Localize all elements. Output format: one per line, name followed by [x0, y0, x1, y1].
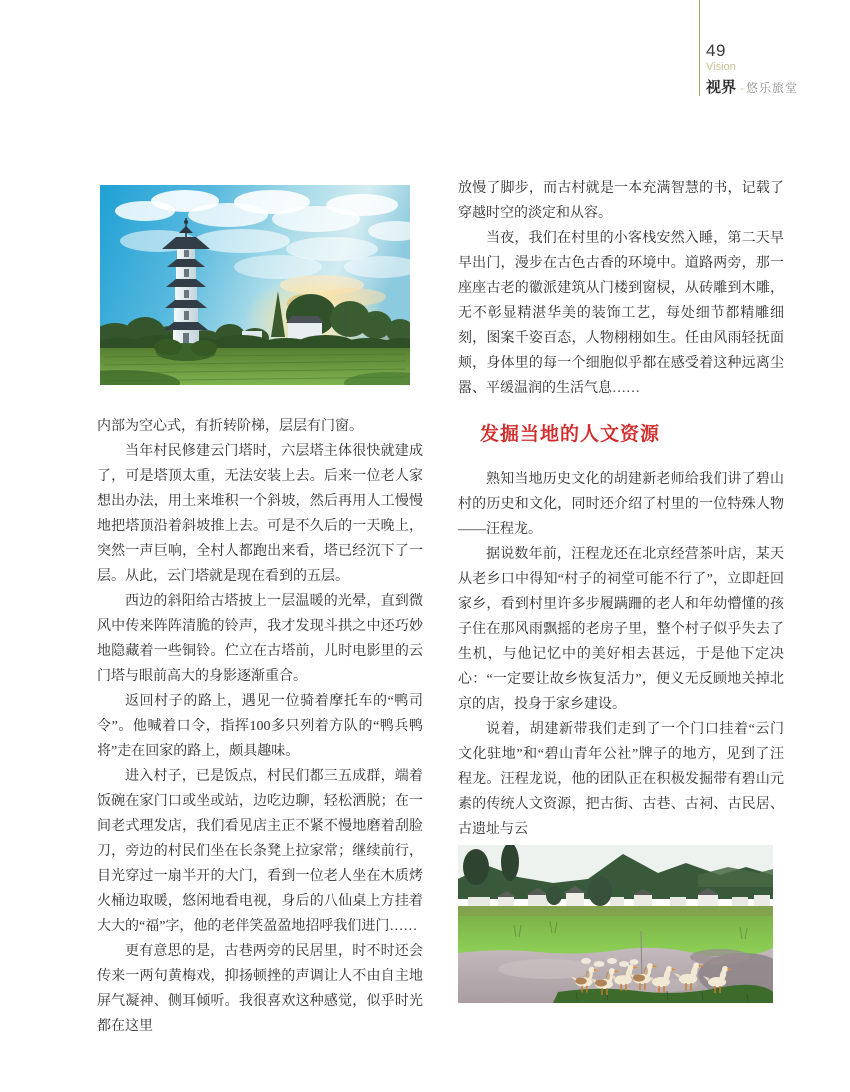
- body-paragraph: 放慢了脚步，而古村就是一本充满智慧的书，记载了穿越时空的淡定和从容。: [458, 181, 784, 221]
- section-heading: 发掘当地的人文资源: [480, 424, 661, 445]
- ducks-photo: [458, 845, 773, 1003]
- section-name-en: Vision: [706, 61, 736, 73]
- body-paragraph: 返回村子的路上，遇见一位骑着摩托车的“鸭司令”。他喊着口令，指挥100多只列着方队的“鸭兵鸭将”走在回家的路上，颇具趣味。: [97, 694, 423, 759]
- page-number: 49: [706, 41, 726, 60]
- section-name-cn: 视界: [706, 79, 737, 96]
- right-column-top: [458, 176, 784, 401]
- body-paragraph: 据说数年前，汪程龙还在北京经营茶叶店，某天从老乡口中得知“村子的祠堂可能不行了”，立即赶回家乡，看到村里许多步履蹒跚的老人和年幼懵懂的孩子住在那风雨飘摇的老房子里，整个村子似乎失去了生机，与他记忆中的美好相去甚远，于是他下定决心：“一定要让故乡恢复活力”，便义无反顾地关掉北京的店，投身于家乡建设。: [458, 547, 784, 712]
- section-subtitle: 悠乐旅堂: [746, 81, 799, 95]
- body-paragraph: 熟知当地历史文化的胡建新老师给我们讲了碧山村的历史和文化，同时还介绍了村里的一位特殊人物——汪程龙。: [458, 472, 784, 537]
- section-title-row: [706, 76, 798, 97]
- header-vertical-rule: [699, 0, 700, 96]
- body-paragraph: 当年村民修建云门塔时，六层塔主体很快就建成了，可是塔顶太重，无法安装上去。后来一位老人家想出办法，用土来堆积一个斜坡，然后再用人工慢慢地把塔顶沿着斜坡推上去。可是不久后的一天晚上，突然一声巨响，全村人都跑出来看，塔已经沉下了一层。从此，云门塔就是现在看到的五层。: [97, 444, 423, 584]
- body-paragraph: 说着，胡建新带我们走到了一个门口挂着“云门文化驻地”和“碧山青年公社”牌子的地方，见到了汪程龙。汪程龙说，他的团队正在积极发掘带有碧山元素的传统人文资源，把古街、古巷、古祠、古民居、古遗址与云: [458, 722, 784, 837]
- body-paragraph: 更有意思的是，古巷两旁的民居里，时不时还会传来一两句黄梅戏，抑扬顿挫的声调让人不由自主地屏气凝神、侧耳倾听。我很喜欢这种感觉，似乎时光都在这里: [97, 944, 423, 1034]
- body-paragraph: 当夜，我们在村里的小客栈安然入睡，第二天早早出门，漫步在古色古香的环境中。道路两旁，那一座座古老的徽派建筑从门楼到窗棂，从砖雕到木雕，无不彰显精湛华美的装饰工艺，每处细节都精雕细刻，图案千姿百态，人物栩栩如生。任由风雨轻抚面颊，身体里的每一个细胞似乎都在感受着这种远离尘嚣、平缓温润的生活气息……: [458, 231, 784, 396]
- pagoda-photo: [100, 185, 410, 385]
- ducks-photo-art: [458, 845, 773, 1003]
- body-paragraph: 进入村子，已是饭点，村民们都三五成群，端着饭碗在家门口或坐或站，边吃边聊，轻松洒脱；在一间老式理发店，我们看见店主正不紧不慢地磨着刮脸刀，旁边的村民们坐在长条凳上拉家常；继续前行，目光穿过一扇半开的大门，看到一位老人坐在木质烤火桶边取暖，悠闲地看电视，身后的八仙桌上方挂着大大的“福”字，他的老伴笑盈盈地招呼我们进门……: [97, 769, 423, 934]
- right-column-bottom: [458, 467, 784, 842]
- body-paragraph: 西边的斜阳给古塔披上一层温暖的光晕，直到微风中传来阵阵清脆的铃声，我才发现斗拱之中还巧妙地隐藏着一些铜铃。伫立在古塔前，儿时电影里的云门塔与眼前高大的身影逐渐重合。: [97, 594, 423, 684]
- pagoda-photo-art: [100, 185, 410, 385]
- right-column: [458, 176, 784, 842]
- body-paragraph: 内部为空心式，有折转阶梯，层层有门窗。: [97, 419, 363, 434]
- left-column: [97, 414, 423, 1039]
- section-dash: -: [740, 81, 745, 95]
